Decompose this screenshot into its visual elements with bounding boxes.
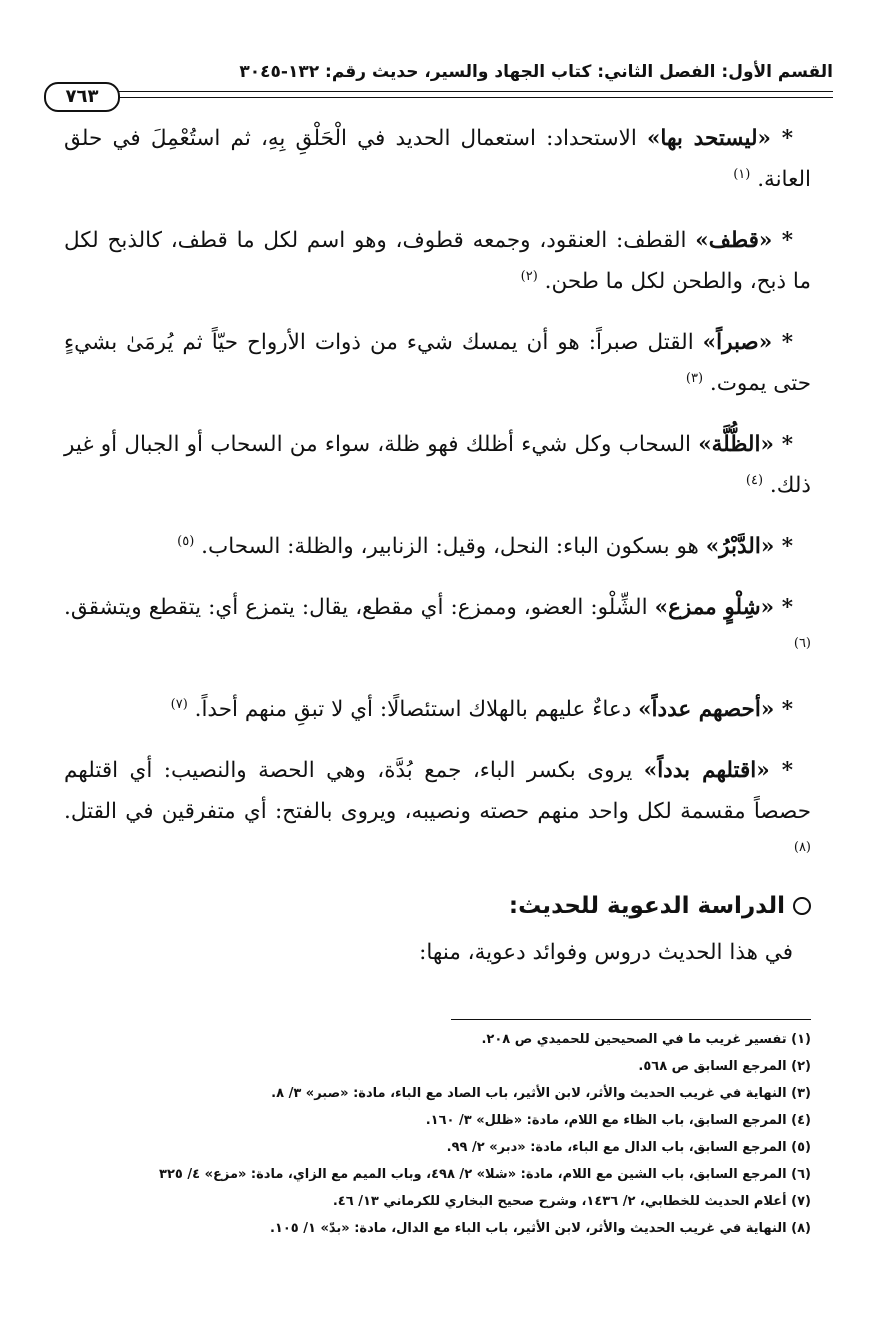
entry-2	[64, 220, 811, 302]
footnote-ref: (٧)	[170, 696, 188, 712]
footnotes	[64, 1026, 811, 1242]
entry-8	[64, 750, 811, 873]
entry-term: * «ليستحد بها»	[646, 126, 793, 151]
entry-term: * «أحصهم عدداً»	[638, 697, 793, 722]
entry-text: الاستحداد: استعمال الحديد في الْحَلْقِ بِهِ، ثم استُعْمِلَ في حلق العانة.	[64, 126, 811, 192]
entry-text: الشِّلْو: العضو، وممزع: أي مقطع، يقال: يتمزع أي: يتقطع ويتشقق.	[64, 595, 655, 620]
entry-6	[64, 587, 811, 669]
entry-3	[64, 322, 811, 404]
header-rule	[110, 91, 833, 98]
footnote-4: (٤) المرجع السابق، باب الظاء مع اللام، مادة: «ظلل» ٣/ ١٦٠.	[425, 1113, 811, 1128]
entry-1	[64, 118, 811, 200]
entry-term: * «اقتلهم بدداً»	[643, 758, 793, 783]
footnote-8: (٨) النهاية في غريب الحديث والأثر، لابن الأثير، باب الباء مع الدال، مادة: «بدّ» ١/ ١٠٥.	[269, 1221, 811, 1236]
footnote-ref: (٤)	[745, 472, 764, 488]
footnote-ref: (٦)	[793, 635, 811, 651]
section-heading-text: الدراسة الدعوية للحديث:	[508, 893, 785, 919]
footnote-ref: (١)	[733, 166, 751, 182]
entry-7	[64, 689, 811, 730]
entry-term: * «صبراً»	[702, 330, 793, 355]
entry-text: دعاءٌ عليهم بالهلاك استئصالًا: أي لا تبقِ منهم أحداً.	[194, 697, 639, 722]
entry-text: القتل صبراً: هو أن يمسك شيء من ذوات الأرواح حيّاً ثم يُرمَىٰ بشيءٍ حتى يموت.	[64, 330, 811, 396]
entry-text: القطف: العنقود، وجمعه قطوف، وهو اسم لكل ما قطف، كالذبح لكل ما ذبح، والطحن لكل ما طحن.	[64, 228, 811, 294]
entry-text: هو بسكون الباء: النحل، وقيل: الزنابير، والظلة: السحاب.	[201, 534, 706, 559]
entry-4	[64, 424, 811, 506]
entry-text: يروى بكسر الباء، جمع بُدَّة، وهي الحصة والنصيب: أي اقتلهم حصصاً مقسمة لكل واحد منهم حصته ونصيبه، ويروى بالفتح: أي متفرقين في القتل.	[64, 758, 811, 824]
footnote-7: (٧) أعلام الحديث للخطابي، ٢/ ١٤٣٦، وشرح صحيح البخاري للكرماني ١٣/ ٤٦.	[332, 1194, 811, 1209]
circle-bullet-icon	[793, 897, 811, 915]
section-heading	[64, 893, 811, 919]
page-number: ٧٦٣	[44, 82, 120, 112]
entry-term: * «قطف»	[695, 228, 794, 253]
running-header: القسم الأول: الفصل الثاني: كتاب الجهاد والسير، حديث رقم: ١٣٢-٣٠٤٥	[239, 62, 833, 82]
footnote-2: (٢) المرجع السابق ص ٥٦٨.	[638, 1059, 811, 1074]
footnote-ref: (٥)	[177, 533, 195, 549]
entry-5	[64, 526, 811, 567]
footnote-6: (٦) المرجع السابق، باب الشين مع اللام، مادة: «شلا» ٢/ ٤٩٨، وباب الميم مع الزاي، مادة: «مزع» ٤/ ٣٢٥	[159, 1167, 811, 1182]
entry-term: * «الظُّلَّة»	[698, 432, 793, 457]
footnote-3: (٣) النهاية في غريب الحديث والأثر، لابن الأثير، باب الصاد مع الباء، مادة: «صبر» ٣/ ٨.	[271, 1086, 811, 1101]
footnote-1: (١) تفسير غريب ما في الصحيحين للحميدي ص ٢٠٨.	[481, 1032, 811, 1047]
footnote-separator	[451, 1019, 811, 1020]
footnote-ref: (٣)	[685, 370, 704, 386]
footnote-ref: (٨)	[793, 839, 811, 855]
footnote-5: (٥) المرجع السابق، باب الدال مع الباء، مادة: «دبر» ٢/ ٩٩.	[446, 1140, 811, 1155]
entry-text: السحاب وكل شيء أظلك فهو ظلة، سواء من السحاب أو الجبال أو غير ذلك.	[64, 432, 811, 498]
entry-term: * «شِلْوٍ ممزع»	[654, 595, 793, 620]
main-text	[64, 118, 811, 973]
footnote-ref: (٢)	[520, 268, 538, 284]
section-intro: في هذا الحديث دروس وفوائد دعوية، منها:	[419, 940, 793, 965]
entry-term: * «الدَّبْرُ»	[705, 534, 793, 559]
